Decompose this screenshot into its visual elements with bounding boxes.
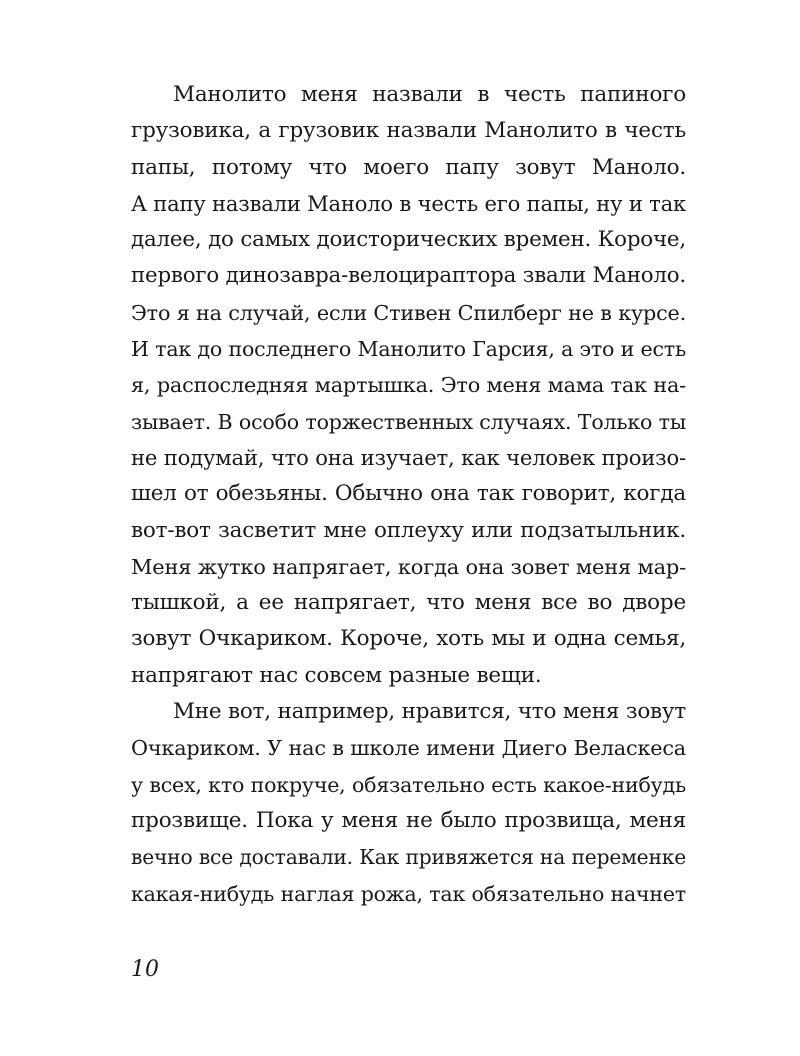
paragraph-2-line-1: Мне вот, например, нравится, что меня зовут xyxy=(173,699,686,725)
paragraph-2-line-2: Очкариком. У нас в школе имени Диего Веласкеса xyxy=(131,736,686,761)
paragraph-1-line-8: И так до последнего Манолито Гарсия, а это и есть xyxy=(131,337,686,362)
paragraph-1-line-17: напрягают нас совсем разные вещи. xyxy=(131,662,542,688)
body-text xyxy=(131,77,686,912)
paragraph-1-line-16: зовут Очкариком. Короче, хоть мы и одна семья, xyxy=(131,626,686,652)
paragraph-1-line-2: грузовика, а грузовик назвали Манолито в честь xyxy=(131,118,686,144)
paragraph-1-line-6: первого динозавра-велоцираптора звали Маноло. xyxy=(131,263,686,289)
page-number: 10 xyxy=(131,957,159,982)
paragraph-1-line-1: Манолито меня назвали в честь папиного xyxy=(173,82,686,107)
paragraph-1-line-9: я, распоследняя мартышка. Это меня мама так на- xyxy=(131,373,686,398)
paragraph-1-line-4: А папу назвали Маноло в честь его папы, ну и так xyxy=(131,190,686,216)
paragraph-2-line-4: прозвище. Пока у меня не было прозвища, меня xyxy=(131,807,686,833)
paragraph-1-line-11: не подумай, что она изучает, как человек произо- xyxy=(131,444,686,470)
paragraph-2-line-6: какая-нибудь наглая рожа, так обязательно начнет xyxy=(131,881,686,906)
paragraph-1-line-14: Меня жутко напрягает, когда она зовет меня мар- xyxy=(131,554,686,579)
paragraph-1-line-10: зывает. В особо торжественных случаях. Только ты xyxy=(131,409,686,434)
paragraph-1-line-15: тышкой, а ее напрягает, что меня все во дворе xyxy=(131,590,686,616)
paragraph-1-line-13: вот-вот засветит мне оплеуху или подзатыльник. xyxy=(131,517,686,543)
paragraph-1-line-7: Это я на случай, если Стивен Спилберг не в курсе. xyxy=(131,300,686,325)
paragraph-2-line-5: вечно все доставали. Как привяжется на переменке xyxy=(131,845,686,870)
paragraph-1-line-12: шел от обезьяны. Обычно она так говорит, когда xyxy=(131,481,686,507)
paragraph-1-line-5: далее, до самых доисторических времен. Короче, xyxy=(131,227,686,253)
paragraph-2-line-3: у всех, кто покруче, обязательно есть какое-нибудь xyxy=(131,772,686,797)
paragraph-1-line-3: папы, потому что моего папу зовут Маноло. xyxy=(131,154,686,180)
